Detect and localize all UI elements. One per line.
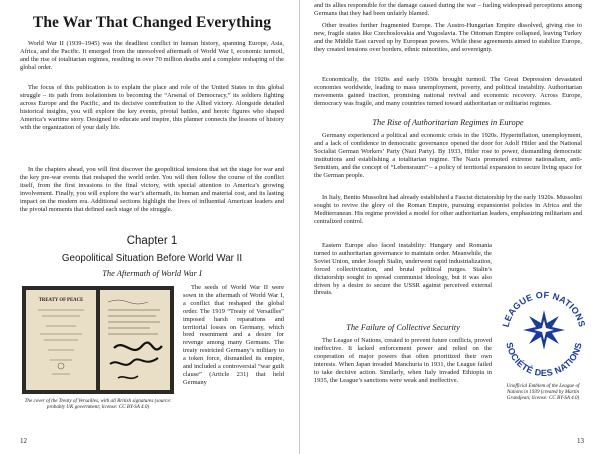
- league-of-nations-emblem: [498, 282, 590, 378]
- treaty-cover-page: [26, 290, 96, 390]
- intro-paragraph-3: In the chapters ahead, you will first discover the geopolitical tensions that set the stage for war and the key pre-war events that reshaped the world order. You will then follow the course of the conflict itself, from the first invasions to the final victory, with special attention to America’s growing involvement. Finally, you will explore the war’s aftermath, its human and material cost, and its lasting impact on the modern era. Additional sections highlight the lives of influential American leaders and the pivotal moments that defined each stage of the struggle.: [20, 166, 284, 213]
- eastern-europe-paragraph: Eastern Europe also faced instability: Hungary and Romania turned to authoritarian governance to maintain order. Meanwhile, the Soviet Union, under Joseph Stalin, underwent rapid industrialization, forced collectivization, and brutal political purges. Stalin’s dictatorship sought to spread communist ideology, but it was also driven by a desire to secure the USSR against perceived external threats.: [314, 242, 492, 297]
- italy-paragraph: In Italy, Benito Mussolini had already established a Fascist dictatorship by the early 1920s. Mussolini sought to revive the glory of the Roman Empire, pursuing expansionist policies in Africa and the Mediterranean. His regime provided a model for other authoritarian leaders, emphasizing militarism and centralized control.: [314, 194, 582, 225]
- signature-lines: [100, 290, 170, 390]
- intro-paragraph-2: The focus of this publication is to explain the place and role of the United States in this global struggle – its path from isolationism to becoming the “Arsenal of Democracy,” its soldiers fighting across Europe and the Pacific, and its decisive contribution to the Allied victory. Alongside detailed historical insights, you will explore the key events, pivotal battles, and heroic figures who shaped America’s wartime story. Designed to educate and inspire, this planner connects the lessons of history with the organization of your daily life.: [20, 84, 284, 131]
- treaty-cover-title: TREATY OF PEACE: [38, 298, 84, 303]
- emblem-caption: Unofficial Emblem of the League of Nations in 1939 (created by Martin Grandjean; license: CC BY-SA 4.0): [506, 383, 580, 402]
- continued-paragraph: and its allies responsible for the damage caused during the war – fueling widespread perceptions among Germans that they had been unfairly blamed.: [314, 2, 582, 17]
- intro-paragraph-1: World War II (1939–1945) was the deadliest conflict in human history, spanning Europe, Asia, Africa, and the Pacific. It emerged from the unresolved aftermath of World War I, economic turmoil, and the rise of totalitarian regimes, resulting in over 70 million deaths and a complete reshaping of the global order.: [20, 40, 284, 71]
- treaty-photo: [22, 286, 174, 394]
- section-title-collective-security: The Failure of Collective Security: [346, 323, 460, 332]
- treaties-paragraph: Other treaties further fragmented Europe. The Austro-Hungarian Empire dissolved, giving rise to new, fragile states like Czechoslovakia and Yugoslavia. The Ottoman Empire collapsed, leaving Turkey and the Middle East carved up by European powers. While these agreements aimed to stabilize Europe, they created tensions over borders, ethnic minorities, and sovereignty.: [314, 22, 582, 53]
- treaty-cover-lines: [26, 290, 96, 390]
- section-title: The Aftermath of World War I: [102, 269, 202, 278]
- section-title-authoritarian: The Rise of Authoritarian Regimes in Europe: [372, 118, 524, 127]
- economy-paragraph: Economically, the 1920s and early 1930s brought turmoil. The Great Depression devastated economies worldwide, leading to mass unemployment, poverty, and political instability. Authoritarian movements gained traction, promising national revival and economic recovery. Across Europe, democracy was fragile, and many countries turned toward authoritarian or militarist regimes.: [314, 76, 582, 107]
- germany-paragraph: Germany experienced a political and economic crisis in the 1920s. Hyperinflation, unemployment, and a lack of confidence in democratic governance opened the door for Adolf Hitler and the National Socialist German Workers’ Party (Nazi Party). By 1933, Hitler rose to power, dismantling democratic institutions and establishing a totalitarian regime. The Nazis promoted extreme nationalism, anti-Semitism, and the concept of “Lebensraum” – a policy of territorial expansion to secure living space for the German people.: [314, 132, 582, 179]
- figure-caption: The cover of the Treaty of Versailles, with all British signatures (source: probably UK government; license: CC BY-SA 4.0): [24, 398, 172, 411]
- page-number-left: 12: [20, 437, 27, 445]
- right-page: [300, 0, 600, 454]
- treaty-signature-page: [100, 290, 170, 390]
- league-paragraph: The League of Nations, created to prevent future conflicts, proved ineffective. It lacked enforcement power and relied on the cooperation of major powers that often prioritized their own interests. When Japan invaded Manchuria in 1931, the League failed to take decisive action. Similarly, when Italy invaded Ethiopia in 1935, the League’s sanctions were weak and ineffective.: [314, 337, 492, 384]
- chapter-title: Geopolitical Situation Before World War II: [61, 253, 243, 264]
- aside-paragraph: The seeds of World War II were sown in the aftermath of World War I, a conflict that reshaped the global order. The 1919 “Treaty of Versailles” imposed harsh reparations and territorial losses on Germany, which bred resentment and a desire for revenge among many Germans. The treaty restricted Germany’s military to a token force, dismantled its empire, and included a controversial “war guilt clause” (Article 231) that held Germany: [183, 284, 284, 386]
- page-number-right: 13: [577, 437, 584, 445]
- chapter-label: Chapter 1: [126, 235, 178, 247]
- emblem-bottom-text: SOCIÉTÉ DES NATIONS: [504, 341, 584, 378]
- page-title: The War That Changed Everything: [32, 14, 272, 31]
- emblem-top-text: LEAGUE OF NATIONS: [500, 289, 588, 329]
